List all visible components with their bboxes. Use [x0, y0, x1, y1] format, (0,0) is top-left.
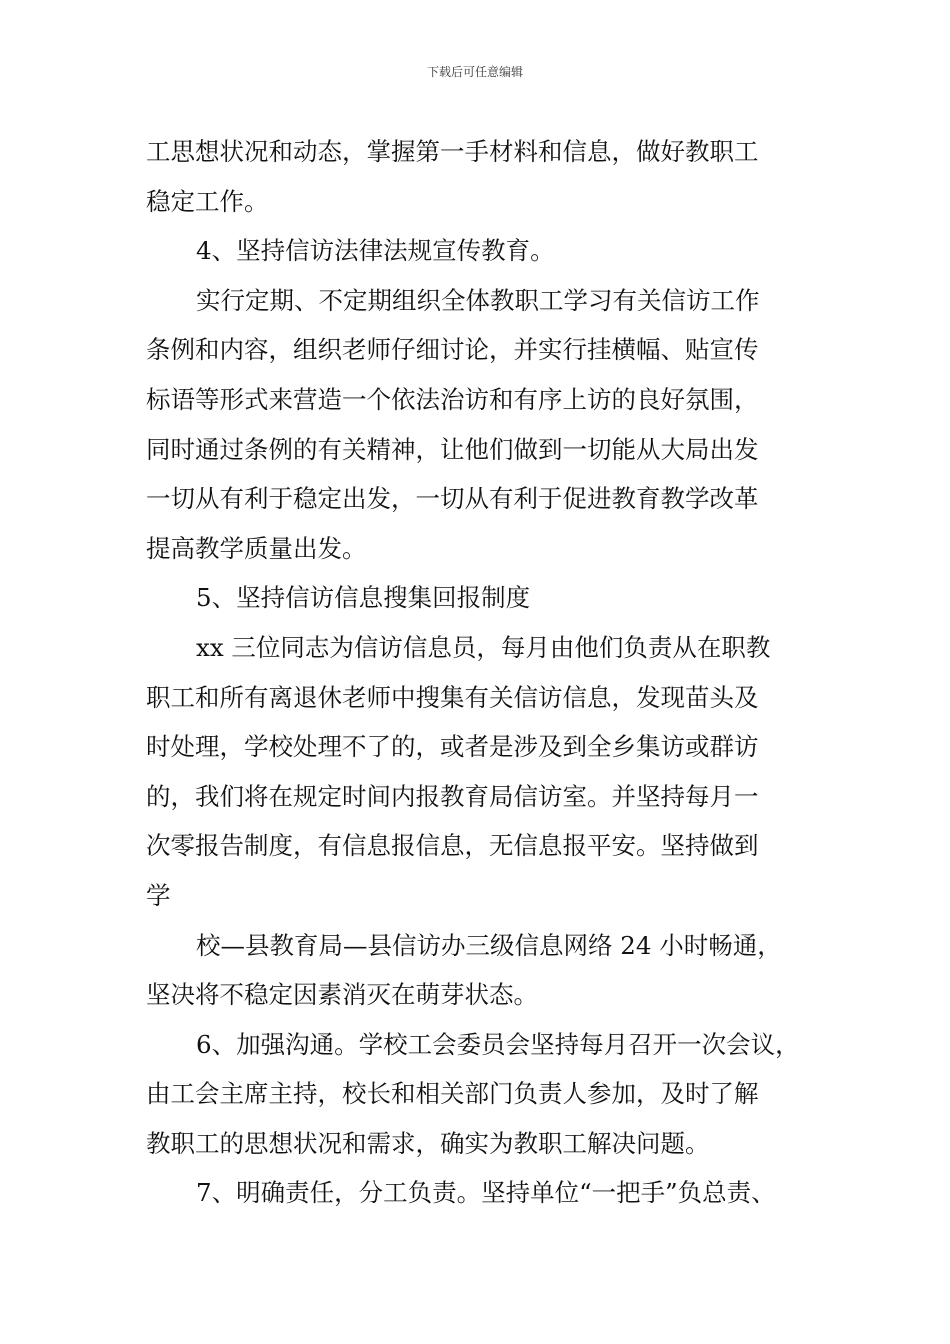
text-line: 7、明确责任，分工负责。坚持单位“一把手”负总责、 — [196, 1178, 776, 1208]
text-line: 标语等形式来营造一个依法治访和有序上访的良好氛围， — [146, 384, 759, 414]
text-line: 6、加强沟通。学校工会委员会坚持每月召开一次会议， — [196, 1029, 800, 1059]
text-line: 时处理，学校处理不了的，或者是涉及到全乡集访或群访 — [146, 732, 759, 762]
text-line: 职工和所有离退休老师中搜集有关信访信息，发现苗头及 — [146, 682, 759, 712]
text-line: 4、坚持信访法律法规宣传教育。 — [196, 236, 555, 266]
page-header: 下载后可任意编辑 — [426, 65, 523, 79]
text-line: 5、坚持信访信息搜集回报制度 — [196, 583, 531, 613]
text-line: 稳定工作。 — [146, 186, 269, 216]
text-line: 教职工的思想状况和需求，确实为教职工解决问题。 — [146, 1128, 710, 1158]
text-line: 工思想状况和动态，掌握第一手材料和信息，做好教职工 — [146, 137, 759, 166]
text-line: 实行定期、不定期组织全体教职工学习有关信访工作 — [196, 285, 760, 315]
document-body — [146, 130, 836, 1221]
text-line: 的，我们将在规定时间内报教育局信访室。并坚持每月一 — [146, 781, 759, 811]
text-line: xx 三位同志为信访信息员，每月由他们负责从在职教 — [196, 632, 771, 662]
text-line: 坚决将不稳定因素消灭在萌芽状态。 — [146, 980, 538, 1010]
text-line: 条例和内容，组织老师仔细讨论，并实行挂横幅、贴宣传 — [146, 335, 759, 365]
text-line: 提高教学质量出发。 — [146, 533, 367, 563]
text-line: 学 — [146, 880, 171, 910]
text-line: 同时通过条例的有关精神，让他们做到一切能从大局出发 — [146, 434, 759, 464]
text-line: 次零报告制度，有信息报信息，无信息报平安。坚持做到 — [146, 831, 759, 861]
text-line: 由工会主席主持，校长和相关部门负责人参加，及时了解 — [146, 1079, 759, 1109]
text-line: 一切从有利于稳定出发，一切从有利于促进教育教学改革 — [146, 484, 759, 514]
text-line: 校—县教育局—县信访办三级信息网络 24 小时畅通， — [196, 930, 782, 960]
